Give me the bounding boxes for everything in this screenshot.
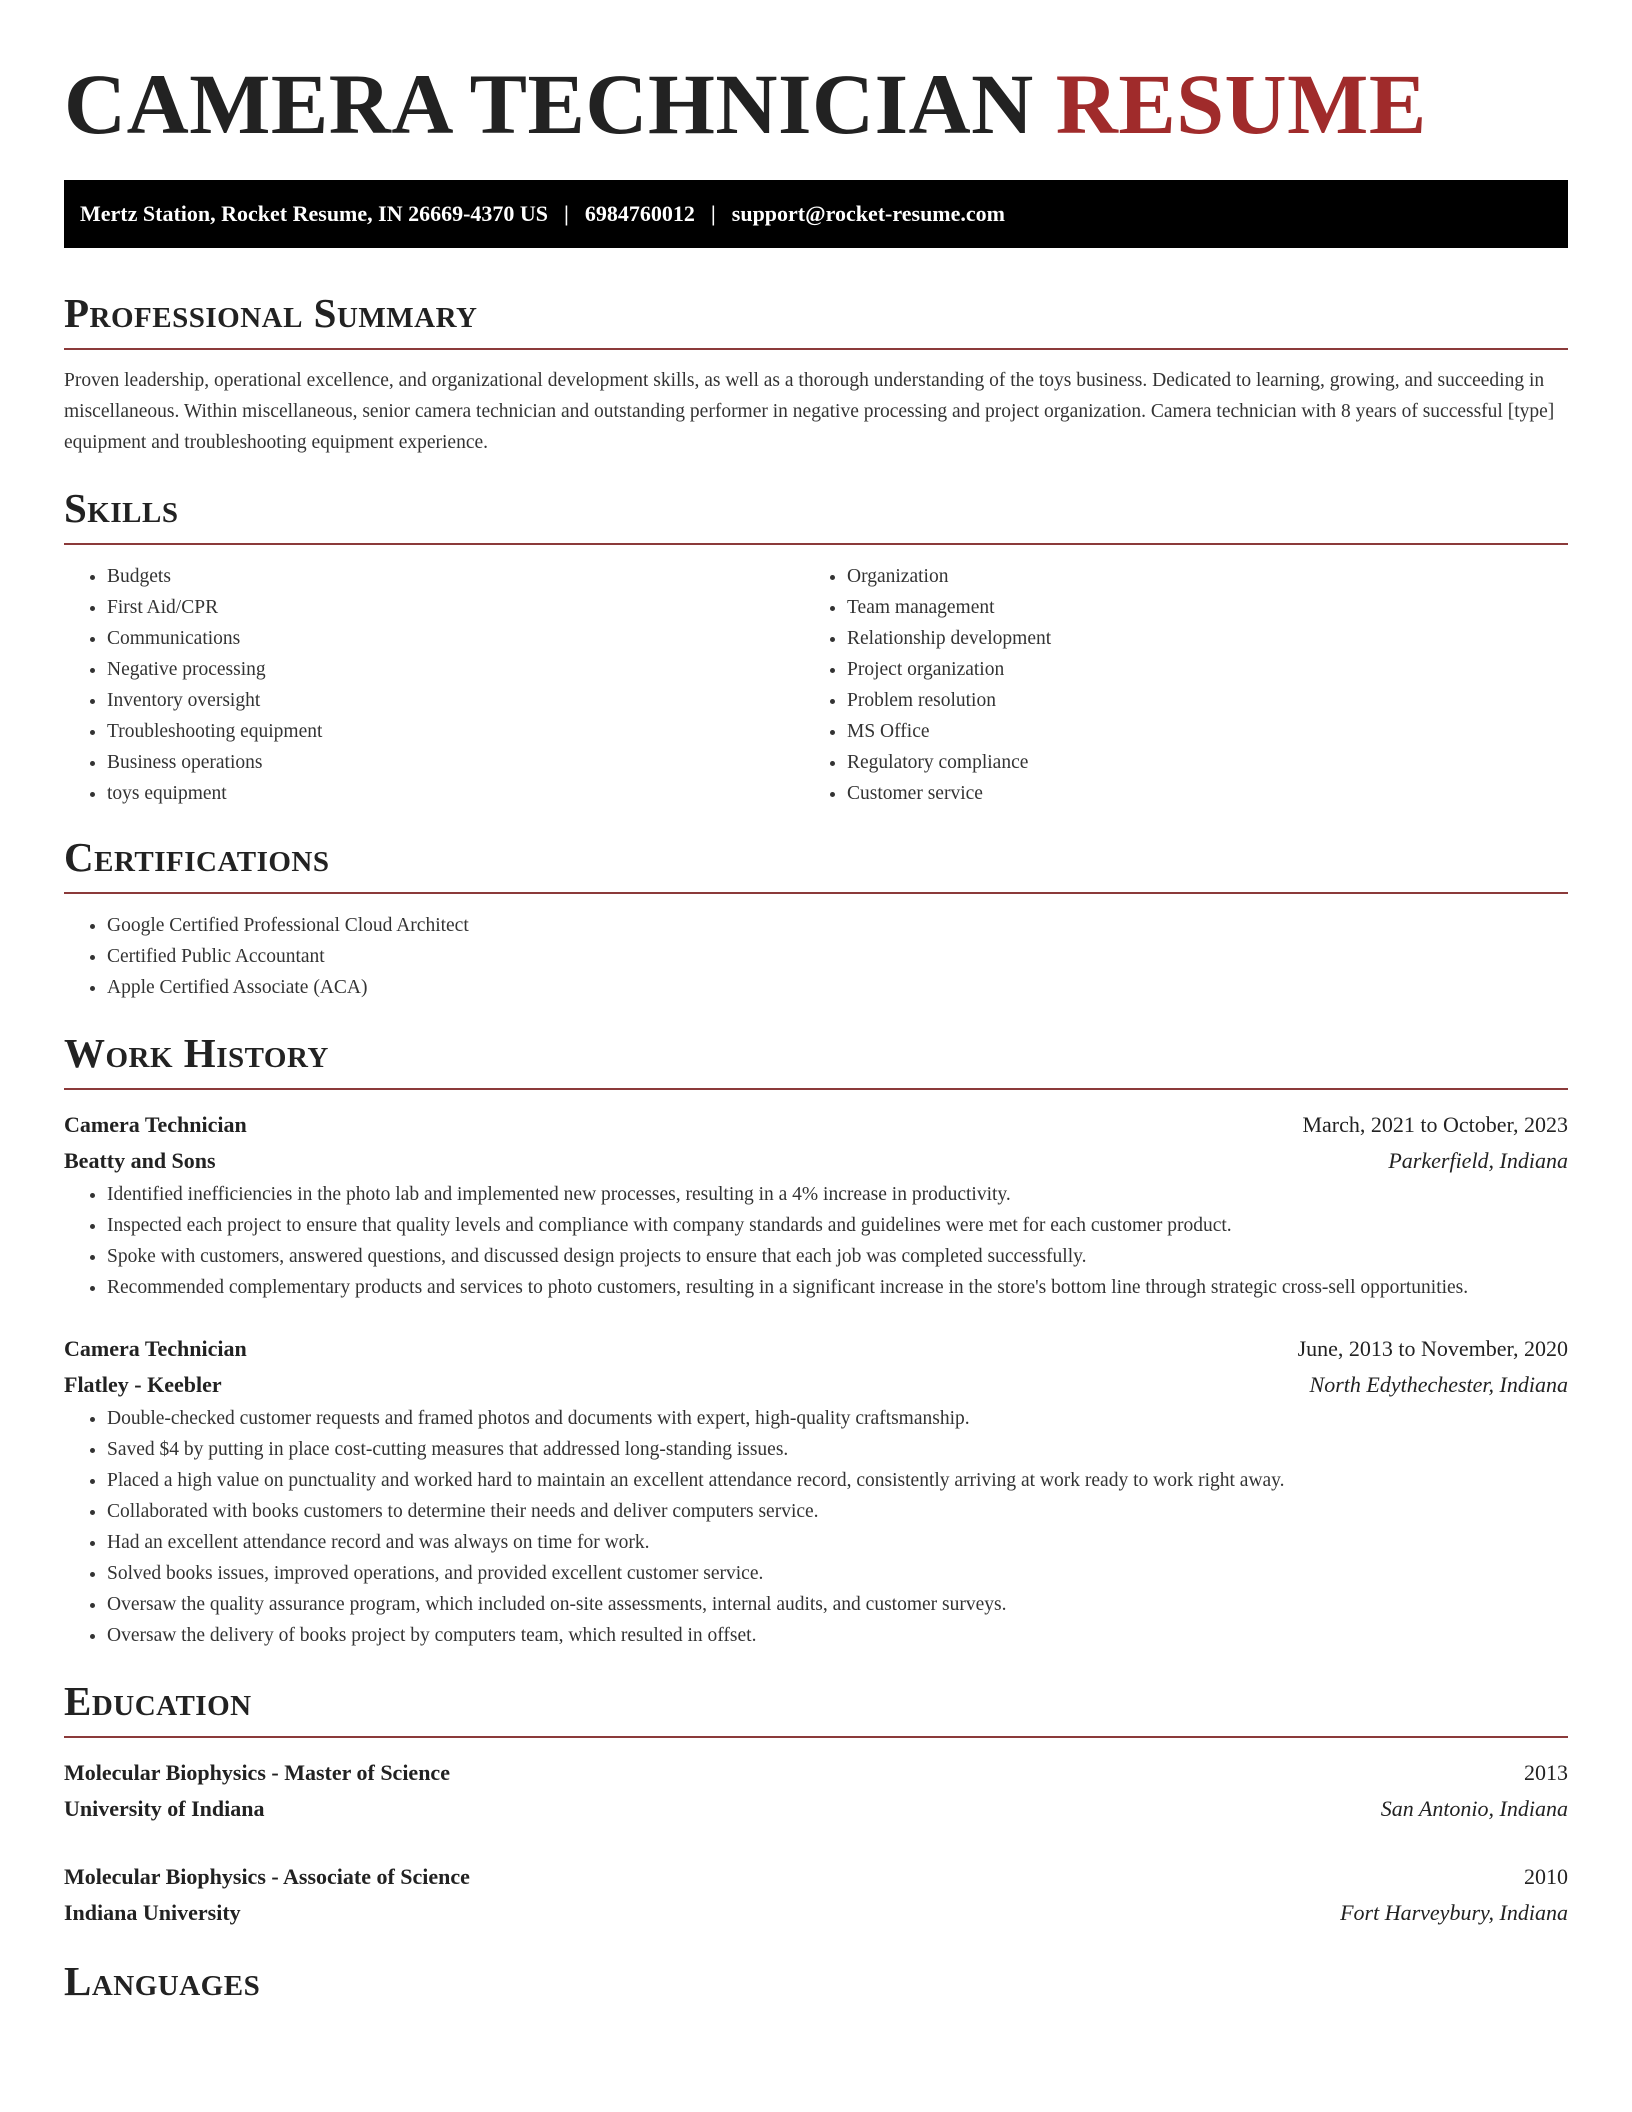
education-year: 2010 — [1524, 1864, 1568, 1889]
certification-item: • Certified Public Accountant — [107, 941, 1568, 972]
section-divider — [64, 348, 1568, 350]
education-location: Fort Harveybury, Indiana — [1340, 1900, 1568, 1925]
skill-item: • Relationship development — [847, 623, 1544, 654]
education-entry — [64, 1859, 1568, 1931]
job-dates: March, 2021 to October, 2023 — [1302, 1112, 1568, 1137]
skill-item: • toys equipment — [107, 778, 804, 809]
section-divider — [64, 1736, 1568, 1738]
education-heading: Education — [64, 1678, 252, 1724]
summary-heading: Professional Summary — [64, 290, 478, 336]
skills-column-left — [64, 561, 804, 809]
section-divider — [64, 1088, 1568, 1090]
education-year: 2013 — [1524, 1760, 1568, 1785]
contact-bar — [64, 180, 1568, 248]
skills-column-right — [804, 561, 1544, 809]
job-dates: June, 2013 to November, 2020 — [1297, 1336, 1568, 1361]
skill-item: • Organization — [847, 561, 1544, 592]
contact-separator: | — [564, 201, 569, 226]
job-bullet: • Oversaw the delivery of books project by computers team, which resulted in offset. — [107, 1620, 1568, 1651]
job-bullet: • Solved books issues, improved operations, and provided excellent customer service. — [107, 1558, 1568, 1589]
education-degree: Molecular Biophysics - Master of Science — [64, 1760, 450, 1785]
certification-item: • Apple Certified Associate (ACA) — [107, 972, 1568, 1003]
skill-item: • Team management — [847, 592, 1544, 623]
job-location: North Edythechester, Indiana — [1309, 1372, 1568, 1397]
job-bullet: • Had an excellent attendance record and was always on time for work. — [107, 1527, 1568, 1558]
skill-item: • Troubleshooting equipment — [107, 716, 804, 747]
job-entry — [64, 1107, 1568, 1303]
skills-section — [64, 484, 1568, 809]
job-bullet: • Double-checked customer requests and framed photos and documents with expert, high-quality craftsmanship. — [107, 1403, 1568, 1434]
job-bullet: • Placed a high value on punctuality and worked hard to maintain an excellent attendance record, consistently arriving at work ready to work right away. — [107, 1465, 1568, 1496]
skill-item: • MS Office — [847, 716, 1544, 747]
contact-email[interactable]: support@rocket-resume.com — [731, 201, 1005, 226]
skill-item: • Budgets — [107, 561, 804, 592]
section-divider — [64, 543, 1568, 545]
work-history-section — [64, 1029, 1568, 1651]
skill-item: • Customer service — [847, 778, 1544, 809]
job-bullet: • Identified inefficiencies in the photo lab and implemented new processes, resulting in a 4% increase in productivity. — [107, 1179, 1568, 1210]
job-bullet: • Collaborated with books customers to determine their needs and deliver computers service. — [107, 1496, 1568, 1527]
skill-item: • Communications — [107, 623, 804, 654]
job-bullet: • Inspected each project to ensure that quality levels and compliance with company standards and guidelines were met for each customer product. — [107, 1210, 1568, 1241]
resume-title — [64, 0, 1568, 152]
job-bullet: • Oversaw the quality assurance program, which included on-site assessments, internal audits, and customer surveys. — [107, 1589, 1568, 1620]
section-divider — [64, 892, 1568, 894]
skill-item: • Negative processing — [107, 654, 804, 685]
skill-item: • Business operations — [107, 747, 804, 778]
summary-text: Proven leadership, operational excellence, and organizational development skills, as well as a thorough understanding of the toys business. Dedicated to learning, growing, and succeeding in miscellaneous. Within miscellaneous, senior camera technician and outstanding performer in negative processing and project organization. Camera technician with 8 years of successful [type] equipment and troubleshooting equipment experience. — [64, 370, 1555, 453]
contact-phone: 6984760012 — [584, 201, 695, 226]
title-main: CAMERA TECHNICIAN — [64, 56, 1034, 152]
skills-heading: Skills — [64, 485, 179, 531]
education-degree: Molecular Biophysics - Associate of Science — [64, 1864, 470, 1889]
contact-separator: | — [710, 201, 716, 226]
education-school: University of Indiana — [64, 1796, 265, 1821]
skill-item: • First Aid/CPR — [107, 592, 804, 623]
skill-item: • Regulatory compliance — [847, 747, 1544, 778]
contact-address: Mertz Station, Rocket Resume, IN 26669-4370 US — [80, 201, 549, 226]
education-entry — [64, 1755, 1568, 1827]
job-location: Parkerfield, Indiana — [1388, 1148, 1568, 1173]
certifications-section — [64, 833, 1568, 1003]
work-history-heading: Work History — [64, 1030, 329, 1076]
education-school: Indiana University — [64, 1900, 241, 1925]
job-title: Camera Technician — [64, 1112, 247, 1137]
job-bullet: • Saved $4 by putting in place cost-cutting measures that addressed long-standing issues. — [107, 1434, 1568, 1465]
education-location: San Antonio, Indiana — [1380, 1796, 1568, 1821]
job-bullet: • Recommended complementary products and services to photo customers, resulting in a significant increase in the store's bottom line through strategic cross-sell opportunities. — [107, 1272, 1568, 1303]
certifications-heading: Certifications — [64, 834, 330, 880]
skill-item: • Inventory oversight — [107, 685, 804, 716]
languages-heading: Languages — [64, 1958, 261, 2004]
skills-grid — [64, 561, 1568, 809]
skill-item: • Problem resolution — [847, 685, 1544, 716]
job-company: Beatty and Sons — [64, 1148, 216, 1173]
job-bullet: • Spoke with customers, answered questions, and discussed design projects to ensure that each job was completed successfully. — [107, 1241, 1568, 1272]
summary-section — [64, 289, 1568, 458]
languages-section — [64, 1957, 1568, 2005]
certification-item: • Google Certified Professional Cloud Architect — [107, 910, 1568, 941]
job-company: Flatley - Keebler — [64, 1372, 222, 1397]
education-section — [64, 1677, 1568, 1931]
job-title: Camera Technician — [64, 1336, 247, 1361]
skill-item: • Project organization — [847, 654, 1544, 685]
job-entry — [64, 1331, 1568, 1651]
title-accent: RESUME — [1055, 56, 1427, 152]
